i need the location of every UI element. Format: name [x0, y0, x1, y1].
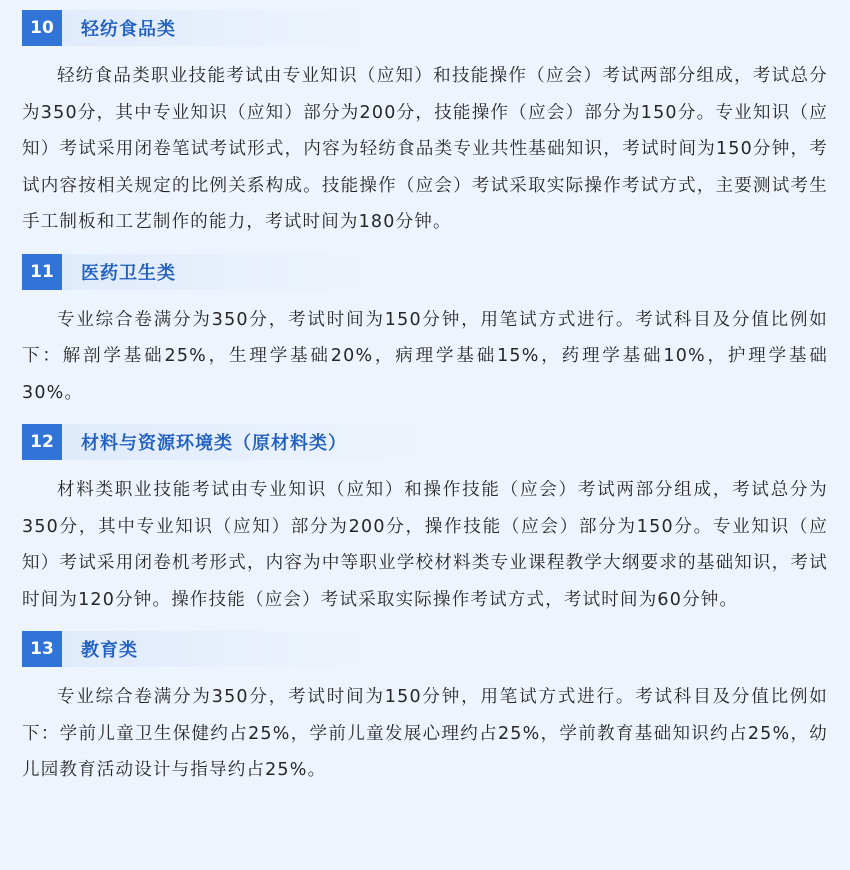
- section-header: [22, 254, 382, 290]
- section-title: 轻纺食品类: [81, 19, 176, 40]
- section-number-badge: 11: [22, 254, 62, 290]
- section-body: 材料类职业技能考试由专业知识（应知）和操作技能（应会）考试两部分组成，考试总分为350分，其中专业知识（应知）部分为200分，操作技能（应会）部分为150分。专业知识（应知）考试采用闭卷机考形式，内容为中等职业学校材料类专业课程教学大纲要求的基础知识，考试时间为120分钟。操作技能（应会）考试采取实际操作考试方式，考试时间为60分钟。: [22, 480, 828, 610]
- section-number-badge: 12: [22, 424, 62, 460]
- section-12: [0, 424, 850, 618]
- section-title: 材料与资源环境类（原材料类）: [81, 433, 347, 454]
- section-body: 轻纺食品类职业技能考试由专业知识（应知）和技能操作（应会）考试两部分组成，考试总分为350分，其中专业知识（应知）部分为200分，技能操作（应会）部分为150分。专业知识（应知）考试采用闭卷笔试考试形式，内容为轻纺食品类专业共性基础知识，考试时间为150分钟，考试内容按相关规定的比例关系构成。技能操作（应会）考试采取实际操作考试方式，主要测试考生手工制板和工艺制作的能力，考试时间为180分钟。: [22, 66, 828, 232]
- section-header: [22, 631, 382, 667]
- section-title: 医药卫生类: [81, 262, 176, 284]
- section-11: [0, 254, 850, 412]
- section-body: 专业综合卷满分为350分，考试时间为150分钟，用笔试方式进行。考试科目及分值比例如下：学前儿童卫生保健约占25%，学前儿童发展心理约占25%，学前教育基础知识约占25%，幼儿园教育活动设计与指导约占25%。: [22, 687, 828, 780]
- section-10: [0, 10, 850, 241]
- section-number-badge: 10: [22, 10, 62, 46]
- section-number-badge: 13: [22, 631, 62, 667]
- section-title: 教育类: [81, 640, 138, 661]
- section-header: [22, 424, 442, 460]
- section-body: 专业综合卷满分为350分，考试时间为150分钟，用笔试方式进行。考试科目及分值比例如下：解剖学基础25%，生理学基础20%，病理学基础15%，药理学基础10%，护理学基础30%。: [22, 309, 828, 403]
- section-13: [0, 631, 850, 789]
- section-header: [22, 10, 382, 46]
